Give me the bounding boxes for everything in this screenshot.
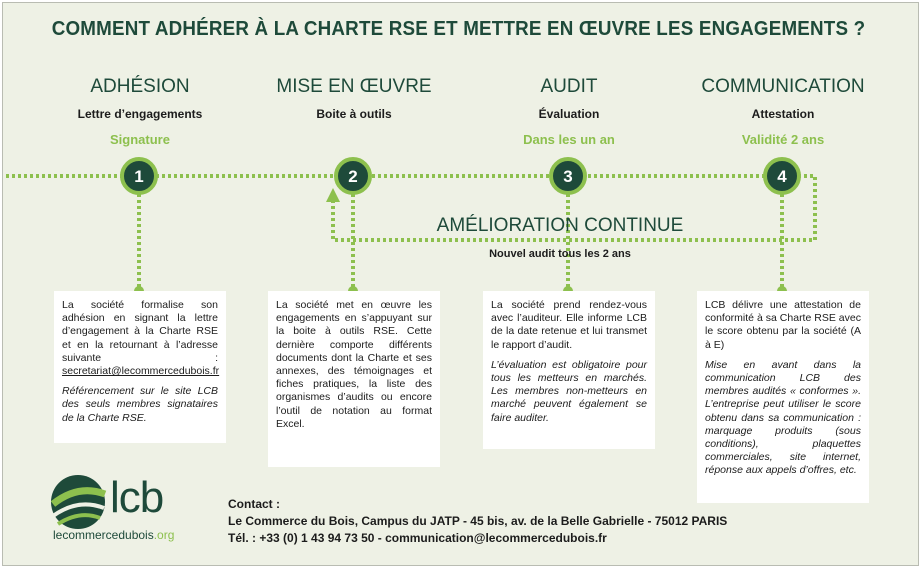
card-text: La société met en œuvre les engagements en s’appuyant sur la boite à outils RSE. Cette dernière comporte différents documents dont la Charte et ses annexes, des témoignages et fiches pratiques, la liste des organismes d’audits ou encore l’outil de notation au format Excel. [276,299,432,430]
contact-label: Contact : [228,497,280,511]
page-title: COMMENT ADHÉRER À LA CHARTE RSE ET METTRE EN ŒUVRE LES ENGAGEMENTS ? [51,18,866,40]
card-mise-en-oeuvre [268,291,440,467]
card-note: Référencement sur le site LCB des seuls membres signataires de la Charte RSE. [62,385,218,424]
card-adhesion [54,291,226,443]
step-title: ADHÉSION [90,76,190,97]
step-number-1: 1 [134,167,144,186]
card-communication [697,291,869,503]
step-subtitle: Lettre d’engagements [77,107,203,121]
contact-block [228,496,727,547]
contact-phone: Tél. : +33 (0) 1 43 94 73 50 - communication@lecommercedubois.fr [228,531,607,545]
card-text [62,299,218,378]
loop-title: AMÉLIORATION CONTINUE [436,215,684,236]
card-text-intro: La société formalise son adhésion en signant la lettre d’engagement à la Charte RSE et en la retournant à l’adresse suivante : [62,299,218,364]
step-highlight: Validité 2 ans [741,132,825,147]
logo-url-main: lecommercedubois [53,528,154,542]
step-subtitle: Attestation [751,107,815,121]
logo-url [53,528,174,542]
logo-wordmark: lcb [110,473,164,522]
loop-arrowhead [326,188,340,202]
step-title: MISE EN ŒUVRE [276,76,432,97]
logo-url-tld: .org [153,528,175,542]
step-number-2: 2 [348,167,358,186]
step-highlight: Dans les un an [523,132,615,147]
card-audit [483,291,655,449]
step-subtitle: Évaluation [538,107,600,121]
contact-address: Le Commerce du Bois, Campus du JATP - 45 bis, av. de la Belle Gabrielle - 75012 PARIS [228,514,728,528]
step-number-3: 3 [563,167,573,186]
step-number-4: 4 [777,167,787,186]
step-title: COMMUNICATION [701,76,865,97]
step-title: AUDIT [540,76,598,97]
card-text: LCB délivre une attestation de conformité à sa Charte RSE avec le score obtenu par la société (A à E) [705,299,861,351]
card-note: L’évaluation est obligatoire pour tous les metteurs en marchés. Les membres non-metteurs en marché peuvent également se faire auditer. [491,358,647,424]
card-note: Mise en avant dans la communication LCB des membres audités « conformes ». L’entreprise peut utiliser le score obtenu dans sa communication : marquage produits (sous conditions), plaquettes commerciales, site internet, réponse aux appels d’offres, etc. [705,358,861,477]
email-link[interactable]: secretariat@lecommercedubois.fr [62,365,220,378]
step-subtitle: Boite à outils [316,107,392,121]
step-highlight: Signature [110,132,170,147]
loop-subtitle: Nouvel audit tous les 2 ans [489,248,631,260]
card-text: La société prend rendez-vous avec l’auditeur. Elle informe LCB de la date retenue et lui transmet le rapport d’audit. [491,299,647,351]
